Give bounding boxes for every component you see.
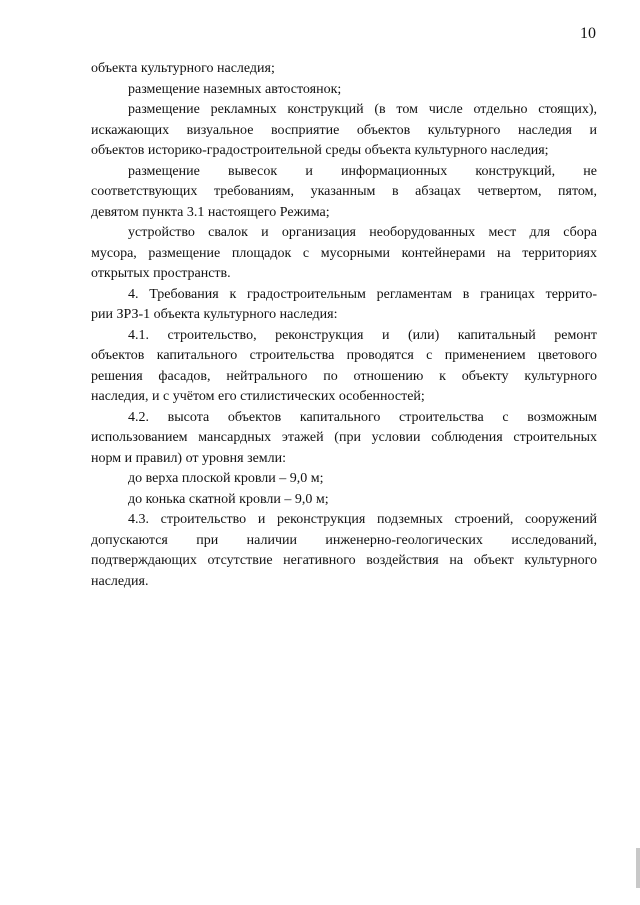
- text-line: размещение наземных автостоянок;: [128, 81, 342, 97]
- text-line: размещение вывесок и информационных конструкций, не: [128, 163, 597, 179]
- text-line: решения фасадов, нейтрального по отношению к объекту культурного: [91, 368, 597, 384]
- text-line: девятом пункта 3.1 настоящего Режима;: [91, 204, 330, 220]
- text-line: мусора, размещение площадок с мусорными контейнерами на территориях: [91, 245, 597, 261]
- text-line: устройство свалок и организация необорудованных мест для сбора: [128, 225, 597, 240]
- text-line: 4.3. строительство и реконструкция подземных строений, сооружений: [128, 512, 597, 527]
- text-line: объекта культурного наследия;: [91, 61, 275, 76]
- text-line: объектов историко-градостроительной среды объекта культурного наследия;: [91, 143, 549, 158]
- text-line: рии ЗРЗ-1 объекта культурного наследия:: [91, 307, 338, 322]
- scan-edge-mark: [636, 848, 640, 888]
- text-line: до конька скатной кровли – 9,0 м;: [128, 491, 329, 507]
- text-line: искажающих визуальное восприятие объектов культурного наследия и: [91, 122, 597, 138]
- text-line: подтверждающих отсутствие негативного воздействия на объект культурного: [91, 553, 597, 568]
- text-line: соответствующих требованиям, указанным в абзацах четвертом, пятом,: [91, 184, 597, 199]
- text-line: 4.1. строительство, реконструкция и (или) капитальный ремонт: [128, 327, 597, 343]
- text-line: открытых пространств.: [91, 266, 231, 281]
- text-line: наследия.: [91, 573, 149, 589]
- page-number: 10: [580, 25, 596, 42]
- text-line: размещение рекламных конструкций (в том числе отдельно стоящих),: [128, 102, 597, 117]
- text-line: 4. Требования к градостроительным регламентам в границах террито-: [128, 286, 597, 302]
- text-line: 4.2. высота объектов капитального строительства с возможным: [128, 409, 597, 425]
- text-line: до верха плоской кровли – 9,0 м;: [128, 471, 324, 486]
- document-body: [91, 59, 597, 592]
- text-line: допускаются при наличии инженерно-геологических исследований,: [91, 532, 597, 548]
- text-line: объектов капитального строительства проводятся с применением цветового: [91, 348, 597, 363]
- text-line: норм и правил) от уровня земли:: [91, 450, 287, 466]
- text-line: использованием мансардных этажей (при условии соблюдения строительных: [91, 430, 597, 445]
- text-line: наследия, и с учётом его стилистических особенностей;: [91, 389, 425, 404]
